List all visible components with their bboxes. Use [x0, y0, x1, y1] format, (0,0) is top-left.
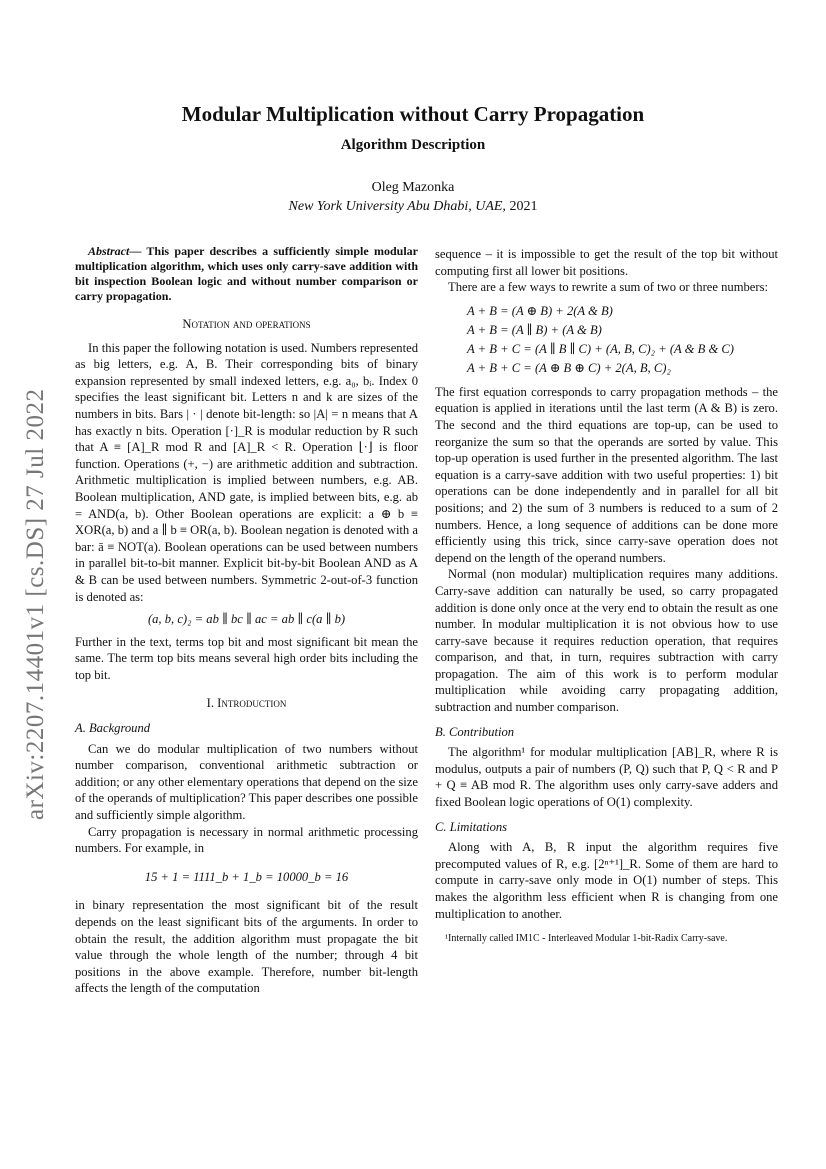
equation: A + B + C = (A ⊕ B ⊕ C) + 2(A, B, C)₂: [467, 360, 671, 375]
paragraph: Normal (non modular) multiplication requires many additions. Carry-save addition can naturally be used, so carry propagated addition is done only once at the very end to obtain the result as one number. In modular multiplication it is not obvious how to use carry-save because it requires reduction operation, that requires comparison, and that, in turn, requires subtraction with carry propagation. The aim of this work is to perform modular multiplication while avoiding carry propagating addition, subtraction and number comparison.: [435, 567, 778, 715]
paragraph: sequence – it is impossible to get the result of the top bit without computing first all lower bit positions.: [435, 247, 778, 278]
section-heading-notation: Notation and operations: [182, 317, 311, 331]
affiliation: New York University Abu Dhabi, UAE, 2021: [288, 199, 538, 214]
paragraph: in binary representation the most significant bit of the result depends on the least significant bits of the arguments. In order to obtain the result, the addition algorithm must propagate the bit value through the whole length of the number; through 4 bit positions in the above example. Therefore, number bit-length affects the length of the computation: [75, 898, 418, 996]
paragraph: In this paper the following notation is used. Numbers represented as big letters, e.g. A, B. Their corresponding bits of binary expansion represented by small indexed letters, e.g. a₀, bᵢ. Index 0 specifies the least significant bit. Letters n and k are sizes of the numbers in bits. Bars | · | denote bit-length: so |A| = n means that A has exactly n bits. Operation [·]_R is modular reduction by R such that A ≡ [A]_R mod R and [A]_R < R. Operation ⌊·⌋ is floor function. Operations (+, −) are arithmetic addition and subtraction. Arithmetic multiplication is implied between numbers, e.g. AB. Boolean multiplication, AND gate, is implied between bits, e.g. ab = AND(a, b). Other Boolean operations are explicit: a ⊕ b ≡ XOR(a, b) and a ∥ b ≡ OR(a, b). Boolean negation is denoted with a bar: ā ≡ NOT(a). Boolean operations can be used between numbers in parallel bit-to-bit manner. Explicit bit-by-bit Boolean AND as A & B can be used between numbers. Symmetric 2-out-of-3 function is denoted as:: [75, 340, 418, 604]
equation-block: [467, 302, 778, 378]
paragraph: Carry propagation is necessary in normal arithmetic processing numbers. For example, in: [75, 824, 418, 856]
equation: A + B + C = (A ∥ B ∥ C) + (A, B, C)₂ + (A & B & C): [467, 341, 734, 356]
paragraph: Can we do modular multiplication of two numbers without number comparison, conventional arithmetic subtraction or addition; or any other elementary operations that depend on the size of the operands of multiplication? This paper describes one possible and sufficiently simple algorithm.: [75, 741, 418, 823]
abstract: Abstract— This paper describes a sufficiently simple modular multiplication algorithm, which uses only carry-save addition with bit inspection Boolean logic and without number comparison or carry propagation.: [75, 244, 418, 303]
paper-subtitle: Algorithm Description: [340, 137, 486, 153]
paper-title: Modular Multiplication without Carry Propagation: [181, 102, 645, 126]
left-column: [75, 244, 418, 997]
footnote: ¹Internally called IM1C - Interleaved Modular 1-bit-Radix Carry-save.: [445, 933, 728, 945]
subsection-heading-limitations: C. Limitations: [435, 819, 508, 834]
arxiv-stamp: arXiv:2207.14401v1 [cs.DS] 27 Jul 2022: [22, 388, 49, 820]
equation: A + B = (A ⊕ B) + 2(A & B): [467, 303, 613, 318]
section-heading-introduction: I. Introduction: [206, 696, 287, 711]
paragraph: The first equation corresponds to carry propagation methods – the equation is applied in iterations until the last term (A & B) is zero. The second and the third equations are top-up, can be used to reorganize the sum so that the operands are sorted by value. This top-up operation is used further in the presented algorithm. The last equation is a carry-save addition with two useful properties: 1) bit operations can be done independently and in parallel for all bit positions; and 2) the sum of 3 numbers is reduced to a sum of 2 numbers. Hence, a long sequence of additions can be done more efficiently using this trick, since carry-save operation does not depend on the length of the operand numbers.: [435, 384, 778, 565]
subsection-heading-contribution: B. Contribution: [435, 724, 515, 739]
paragraph: Further in the text, terms top bit and most significant bit mean the same. The term top bits means several high order bits including the top bit.: [75, 634, 418, 682]
equation: A + B = (A ∥ B) + (A & B): [467, 322, 602, 337]
subsection-heading-background: A. Background: [75, 721, 151, 736]
equation: 15 + 1 = 1111_b + 1_b = 10000_b = 16: [144, 869, 349, 884]
equation: (a, b, c)₂ = ab ∥ bc ∥ ac = ab ∥ c(a ∥ b): [147, 612, 346, 627]
paragraph: There are a few ways to rewrite a sum of two or three numbers:: [448, 280, 768, 295]
right-column: [435, 246, 778, 945]
paragraph: The algorithm¹ for modular multiplication [AB]_R, where R is modulus, outputs a pair of numbers (P, Q) such that P, Q < R and P + Q ≡ AB mod R. The algorithm uses only carry-save adders and fixed Boolean logic operations of O(1) complexity.: [435, 745, 778, 810]
paragraph: Along with A, B, R input the algorithm requires five precomputed values of R, e.g. [2ⁿ⁺¹]_R. Some of them are hard to compute in carry-save only mode in O(1) number of steps. This makes the algorithm less efficient when R is changing from one multiplication to another.: [435, 840, 778, 921]
author: Oleg Mazonka: [371, 180, 455, 195]
